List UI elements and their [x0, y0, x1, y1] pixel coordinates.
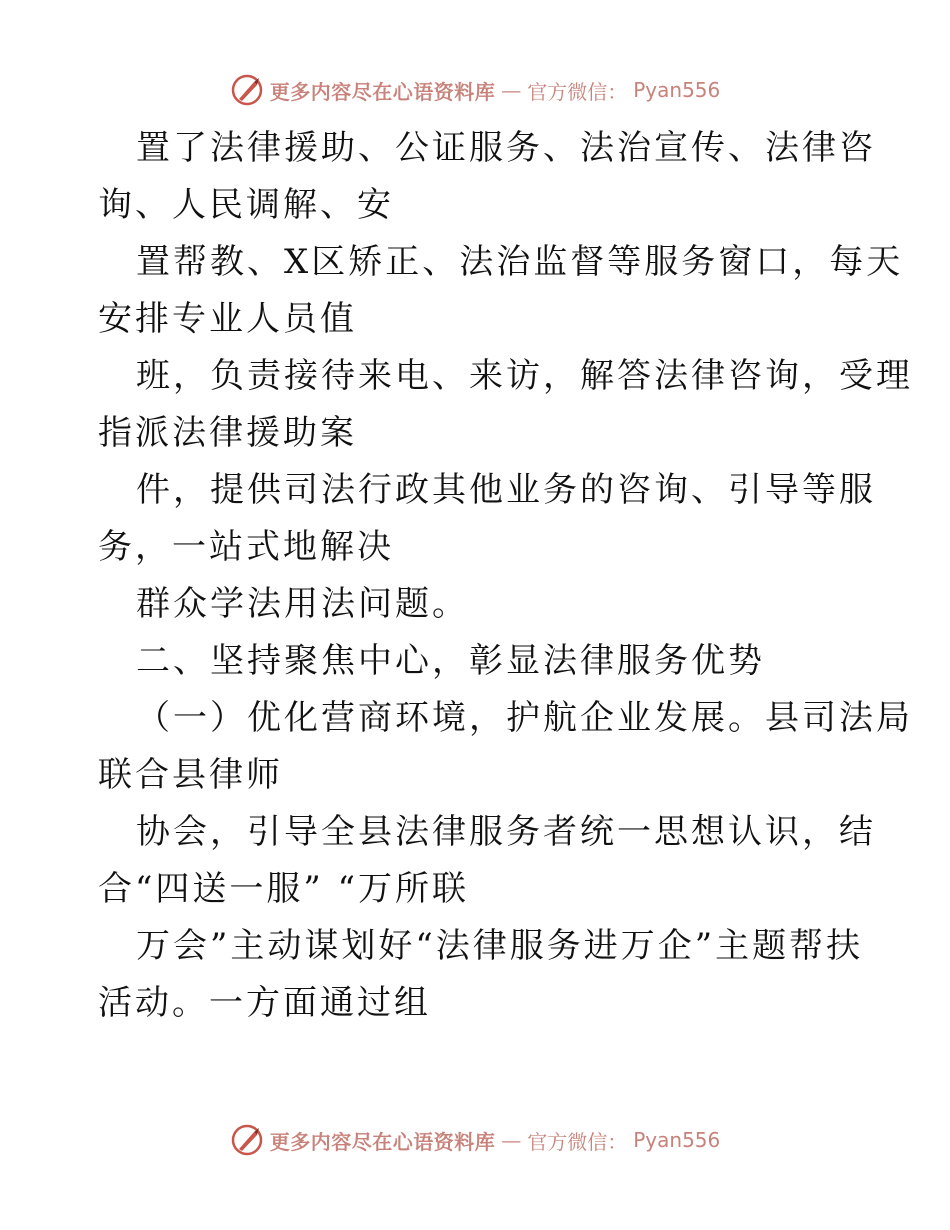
text-line: 班，负责接待来电、来访，解答法律咨询，受理	[136, 356, 913, 396]
watermark-dash: —	[501, 1128, 522, 1152]
watermark-label: 官方微信：	[527, 79, 628, 104]
quill-logo-icon	[230, 1123, 264, 1157]
watermark-footer	[0, 1122, 950, 1158]
watermark-title: 更多内容尽在心语资料库	[269, 1129, 496, 1154]
watermark-wechat-id: Pyan556	[633, 78, 721, 102]
watermark-label: 官方微信：	[527, 1129, 628, 1154]
text-line: 置了法律援助、公证服务、法治宣传、法律咨	[136, 128, 876, 168]
text-line: 联合县律师	[98, 755, 283, 795]
text-line: 群众学法用法问题。	[136, 584, 469, 624]
text-line: 安排专业人员值	[98, 299, 357, 339]
text-line: （一）优化营商环境，护航企业发展。县司法局	[136, 698, 913, 738]
watermark-title: 更多内容尽在心语资料库	[269, 79, 496, 104]
watermark-wechat-id: Pyan556	[633, 1128, 721, 1152]
text-line: 活动。一方面通过组	[98, 983, 431, 1023]
text-line: 二、坚持聚焦中心，彰显法律服务优势	[136, 641, 765, 681]
watermark-header	[0, 72, 950, 108]
text-line: 置帮教、X区矫正、法治监督等服务窗口，每天	[136, 242, 904, 282]
text-line: 合“四送一服” “万所联	[98, 869, 469, 909]
quill-logo-icon	[230, 73, 264, 107]
text-line: 务，一站式地解决	[98, 527, 394, 567]
text-line: 件，提供司法行政其他业务的咨询、引导等服	[136, 470, 876, 510]
document-body	[98, 120, 913, 1032]
text-line: 万会”主动谋划好“法律服务进万企”主题帮扶	[136, 926, 864, 966]
watermark-dash: —	[501, 78, 522, 102]
text-line: 指派法律援助案	[98, 413, 357, 453]
text-line: 协会，引导全县法律服务者统一思想认识，结	[136, 812, 876, 852]
text-line: 询、人民调解、安	[98, 185, 394, 225]
